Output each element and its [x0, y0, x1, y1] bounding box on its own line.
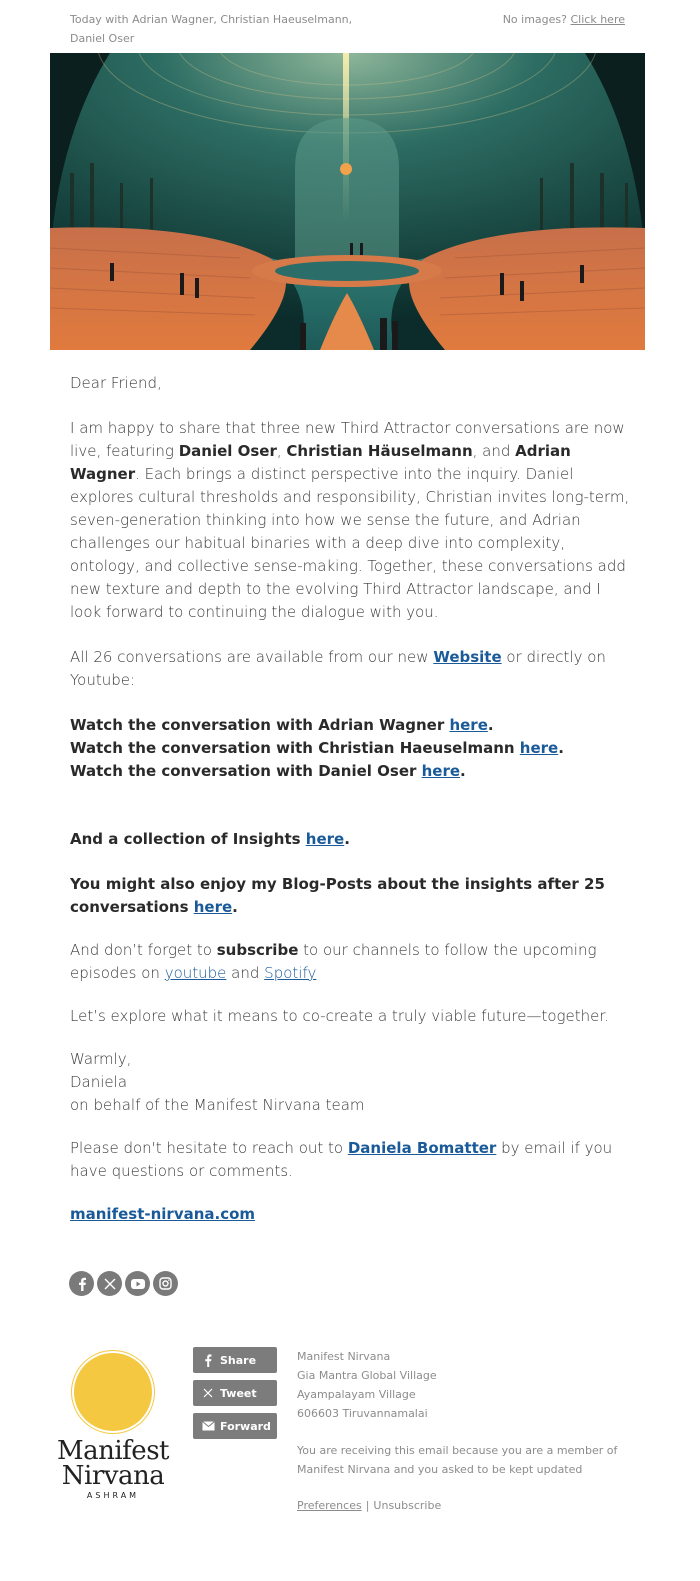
- blog-paragraph: You might also enjoy my Blog-Posts about the insights after 25 conversations here.: [70, 875, 605, 916]
- watch-christian: Watch the conversation with Christian Haeuselmann here.: [70, 739, 564, 757]
- contact-paragraph: Please don't hesitate to reach out to Daniela Bomatter by email if you have questions or comments.: [70, 1139, 613, 1180]
- share-button[interactable]: [193, 1347, 277, 1373]
- watch-adrian-link[interactable]: here: [449, 716, 488, 734]
- signoff-line-3: on behalf of the Manifest Nirvana team: [70, 1096, 365, 1114]
- share-buttons: [193, 1347, 277, 1446]
- brand-subtitle: ASHRAM: [86, 1491, 140, 1500]
- site-paragraph: [70, 1203, 630, 1226]
- name-daniel: Daniel Oser: [178, 442, 277, 460]
- insights-link[interactable]: here: [305, 830, 345, 848]
- watch-daniel-link[interactable]: here: [421, 762, 461, 780]
- hero-illustration: [50, 53, 645, 350]
- forward-label: Forward: [220, 1419, 271, 1433]
- brand-name: Manifest Nirvana: [57, 1436, 169, 1491]
- name-christian: Christian Häuselmann: [286, 442, 473, 460]
- site-link[interactable]: manifest-nirvana.com: [70, 1205, 256, 1223]
- spotify-link[interactable]: Spotify: [264, 964, 317, 982]
- forward-button[interactable]: [193, 1413, 277, 1439]
- greeting: Dear Friend,: [70, 374, 162, 392]
- share-label: Share: [220, 1353, 257, 1367]
- brand-logo: [54, 1350, 172, 1500]
- subscribe-paragraph: And don’t forget to subscribe to our channels to follow the upcoming episodes on youtube and Spotify: [70, 941, 597, 982]
- facebook-icon[interactable]: [69, 1271, 94, 1296]
- facebook-icon: [201, 1354, 215, 1367]
- footer-links: [297, 1496, 647, 1515]
- email-body: [70, 372, 630, 1248]
- footer-notice: You are receiving this email because you are a member of Manifest Nirvana and you asked to be kept updated: [297, 1444, 618, 1476]
- subscribe-bold: subscribe: [216, 941, 299, 959]
- watch-christian-link[interactable]: here: [519, 739, 559, 757]
- watch-adrian: Watch the conversation with Adrian Wagner here.: [70, 716, 494, 734]
- instagram-icon[interactable]: [153, 1271, 178, 1296]
- click-here-link[interactable]: Click here: [570, 13, 625, 26]
- insights-paragraph: And a collection of Insights here.: [70, 830, 350, 848]
- explore-paragraph: Let’s explore what it means to co-create a truly viable future—together.: [70, 1007, 609, 1025]
- youtube-icon[interactable]: [125, 1271, 150, 1296]
- watch-list: [70, 714, 630, 783]
- no-images-label: No images?: [502, 13, 567, 26]
- website-link[interactable]: Website: [433, 648, 502, 666]
- intro-paragraph: I am happy to share that three new Third Attractor conversations are now live, featuring Daniel Oser, Christian Häuselmann, and Adrian Wagner. Each brings a distinct perspective into the inquiry. Daniel explores cultural thresholds and responsibility, Christian invites long-term, seven-generation thinking into how we sense the future, and Adrian challenges our habitual binaries with a deep dive into complexity, ontology, and collective sense-making. Together, these conversations add new texture and depth to the evolving Third Attractor landscape, and I look forward to continuing the dialogue with you.: [70, 419, 630, 621]
- no-images-notice: [503, 10, 625, 29]
- blog-link[interactable]: here: [193, 898, 233, 916]
- tweet-button[interactable]: [193, 1380, 277, 1406]
- x-icon[interactable]: [97, 1271, 122, 1296]
- preferences-link[interactable]: Preferences: [297, 1499, 362, 1512]
- signoff: [70, 1048, 630, 1117]
- x-icon: [201, 1388, 215, 1398]
- preheader-text: Today with Adrian Wagner, Christian Haeuselmann, Daniel Oser: [70, 13, 353, 45]
- signoff-line-2: Daniela: [70, 1073, 128, 1091]
- social-icons: [69, 1271, 178, 1296]
- unsubscribe-link[interactable]: Unsubscribe: [373, 1499, 442, 1512]
- youtube-link[interactable]: youtube: [164, 964, 227, 982]
- footer-separator: |: [365, 1499, 370, 1512]
- footer-address: Manifest Nirvana Gia Mantra Global Village Ayampalayam Village 606603 Tiruvannamalai: [297, 1350, 437, 1420]
- sun-icon: [74, 1353, 152, 1431]
- hero-image: [50, 53, 645, 350]
- available-paragraph: All 26 conversations are available from our new Website or directly on Youtube:: [70, 648, 606, 689]
- signoff-line-1: Warmly,: [70, 1050, 132, 1068]
- mail-icon: [201, 1421, 215, 1431]
- contact-link[interactable]: Daniela Bomatter: [347, 1139, 497, 1157]
- tweet-label: Tweet: [220, 1386, 257, 1400]
- name-adrian: Adrian Wagner: [70, 442, 571, 483]
- footer-info: [297, 1347, 647, 1515]
- watch-daniel: Watch the conversation with Daniel Oser here.: [70, 762, 466, 780]
